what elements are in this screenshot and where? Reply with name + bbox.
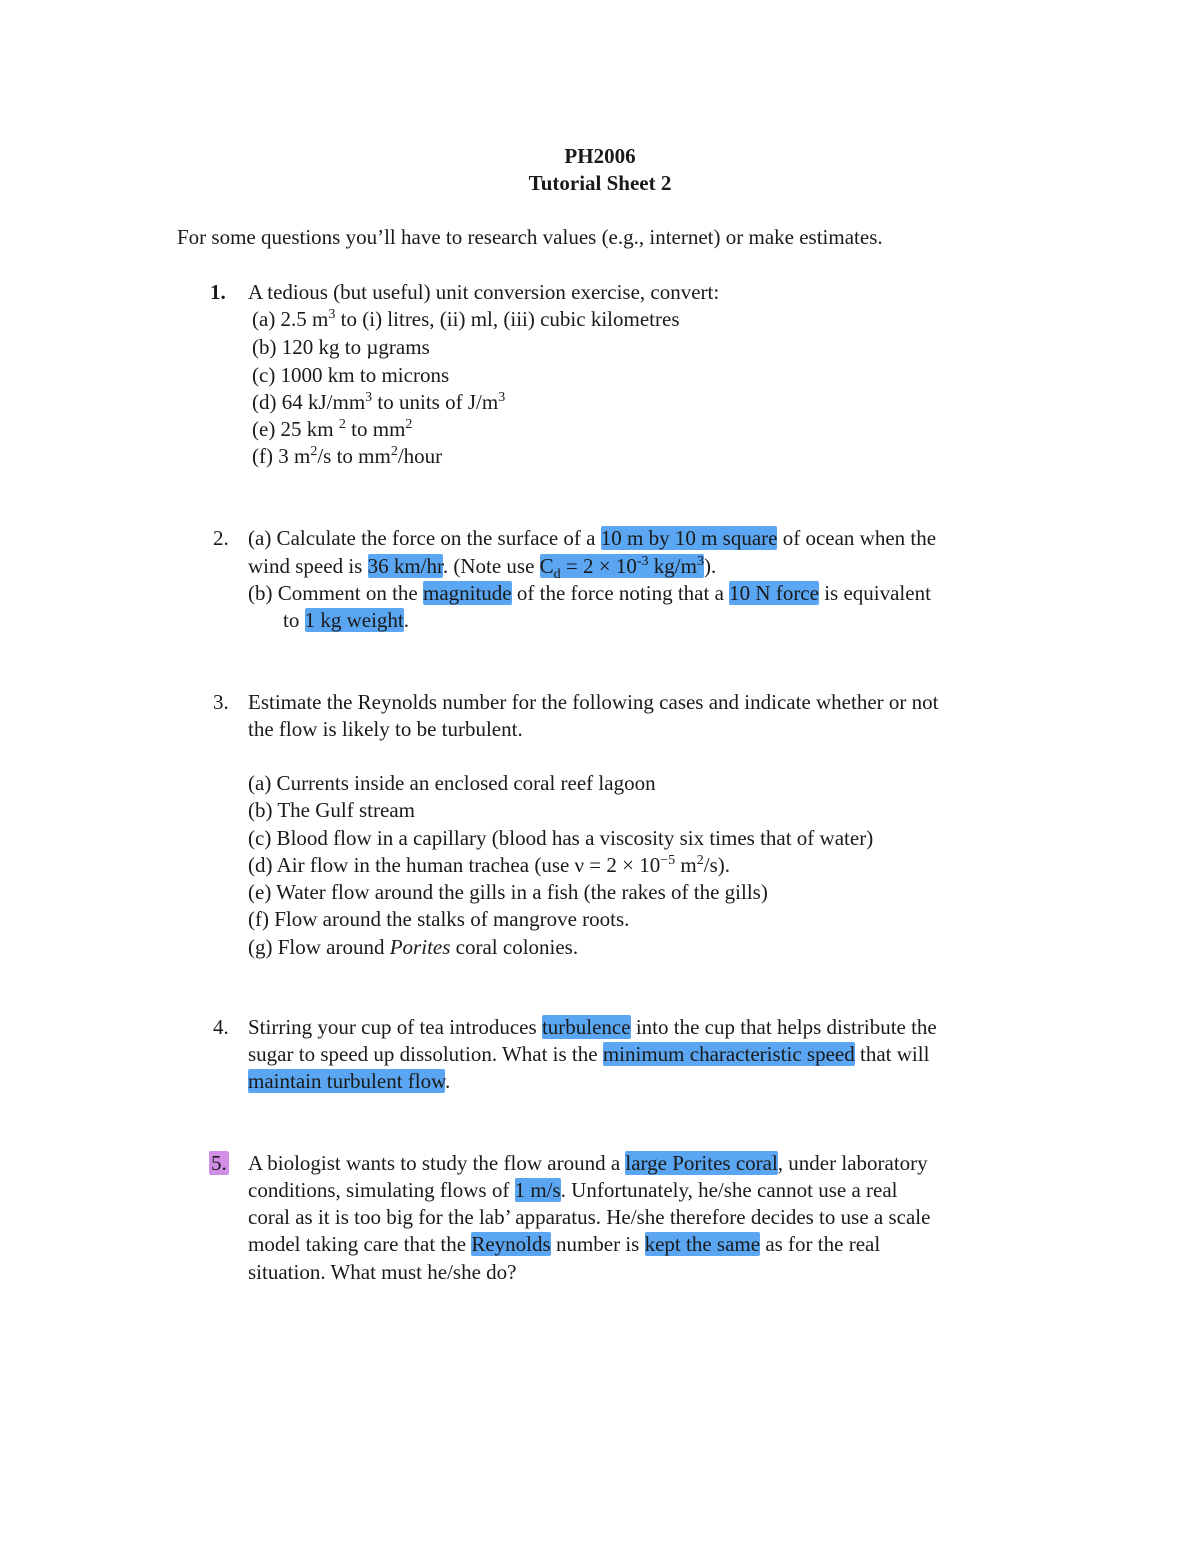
q4-line-2: sugar to speed up dissolution. What is the minimum characteristic speed that will (248, 1042, 930, 1066)
q4-line-1: Stirring your cup of tea introduces turbulence into the cup that helps distribute the (248, 1015, 937, 1039)
q3-item-d: (d) Air flow in the human trachea (use $\nu = 2 \times 10^{-5}$ $m^2/s$). (248, 853, 730, 877)
q1-item-d: (d) 64 $kJ/mm^3$ to units of $J/m^3$ (252, 390, 506, 414)
highlight: minimum characteristic speed (602, 1042, 855, 1066)
q2-line-2: wind speed is 36 km/hr. (Note use $C_d = 2 \times 10^{-3}$ $kg/m^3$). (248, 554, 717, 583)
q3-line-1: Estimate the Reynolds number for the following cases and indicate whether or not (248, 690, 939, 714)
highlight-pink: 5. (211, 1151, 227, 1175)
highlight: 10 m by 10 m square (600, 526, 778, 550)
document-header (0, 143, 1200, 197)
highlight: maintain turbulent flow (248, 1069, 445, 1093)
highlight: 10 N force (729, 581, 819, 605)
sheet-title: Tutorial Sheet 2 (528, 171, 672, 195)
q3-item-a: (a) Currents inside an enclosed coral reef lagoon (248, 771, 656, 795)
q5-line-2: conditions, simulating flows of 1 m/s. Unfortunately, he/she cannot use a real (248, 1178, 898, 1202)
q2-line-1: (a) Calculate the force on the surface of a 10 m by 10 m square of ocean when the (248, 526, 937, 550)
q5-line-1: A biologist wants to study the flow around a large Porites coral, under laboratory (248, 1151, 928, 1175)
q1-item-f: (f) 3 $m^2/s$ to $mm^2$/hour (252, 444, 443, 468)
highlight: 1 kg weight (304, 608, 404, 632)
q1-text: A tedious (but useful) unit conversion exercise, convert: (248, 280, 720, 304)
q1-item-c: (c) 1000 km to microns (252, 363, 450, 387)
q3-item-b: (b) The Gulf stream (248, 798, 415, 822)
highlight: 36 km/hr (367, 554, 443, 578)
q2-line-3: (b) Comment on the magnitude of the force noting that a 10 N force is equivalent (248, 581, 931, 605)
q5-line-5: situation. What must he/she do? (248, 1260, 517, 1284)
q4-number: 4. (213, 1015, 229, 1039)
q5-number (209, 1150, 229, 1177)
q3-item-g: (g) Flow around Porites coral colonies. (248, 935, 579, 959)
highlight: turbulence (541, 1015, 631, 1039)
course-code: PH2006 (564, 144, 636, 168)
q3-item-f: (f) Flow around the stalks of mangrove roots. (248, 907, 630, 931)
q3-line-2: the flow is likely to be turbulent. (248, 717, 523, 741)
q1-item-a: (a) 2.5 $m^3$ to (i) litres, (ii) ml, (iii) cubic kilometres (252, 307, 680, 331)
q5-line-4: model taking care that the Reynolds number is kept the same as for the real (248, 1232, 881, 1256)
intro-text: For some questions you’ll have to research values (e.g., internet) or make estimates. (177, 225, 883, 249)
highlight: large Porites coral (625, 1151, 778, 1175)
highlight: 1 m/s (514, 1178, 561, 1202)
q1-number: 1. (210, 280, 226, 304)
highlight: kept the same (644, 1232, 761, 1256)
q4-line-3: maintain turbulent flow. (248, 1069, 451, 1093)
highlight: Reynolds (471, 1232, 551, 1256)
highlight: magnitude (422, 581, 512, 605)
q5-line-3: coral as it is too big for the lab’ apparatus. He/she therefore decides to use a scale (248, 1205, 931, 1229)
q1-item-e: (e) 25 km $^2$ to $mm^2$ (252, 417, 413, 441)
q3-number: 3. (213, 690, 229, 714)
q3-item-c: (c) Blood flow in a capillary (blood has a viscosity six times that of water) (248, 826, 874, 850)
highlight-drag-coefficient: $C_d = 2 \times 10^{-3}$ $kg/m^3$ (539, 554, 704, 583)
q3-item-e: (e) Water flow around the gills in a fish (the rakes of the gills) (248, 880, 768, 904)
q2-line-4: to 1 kg weight. (283, 608, 409, 632)
q1-item-b: (b) 120 kg to µgrams (252, 335, 430, 359)
q2-number: 2. (213, 526, 229, 550)
